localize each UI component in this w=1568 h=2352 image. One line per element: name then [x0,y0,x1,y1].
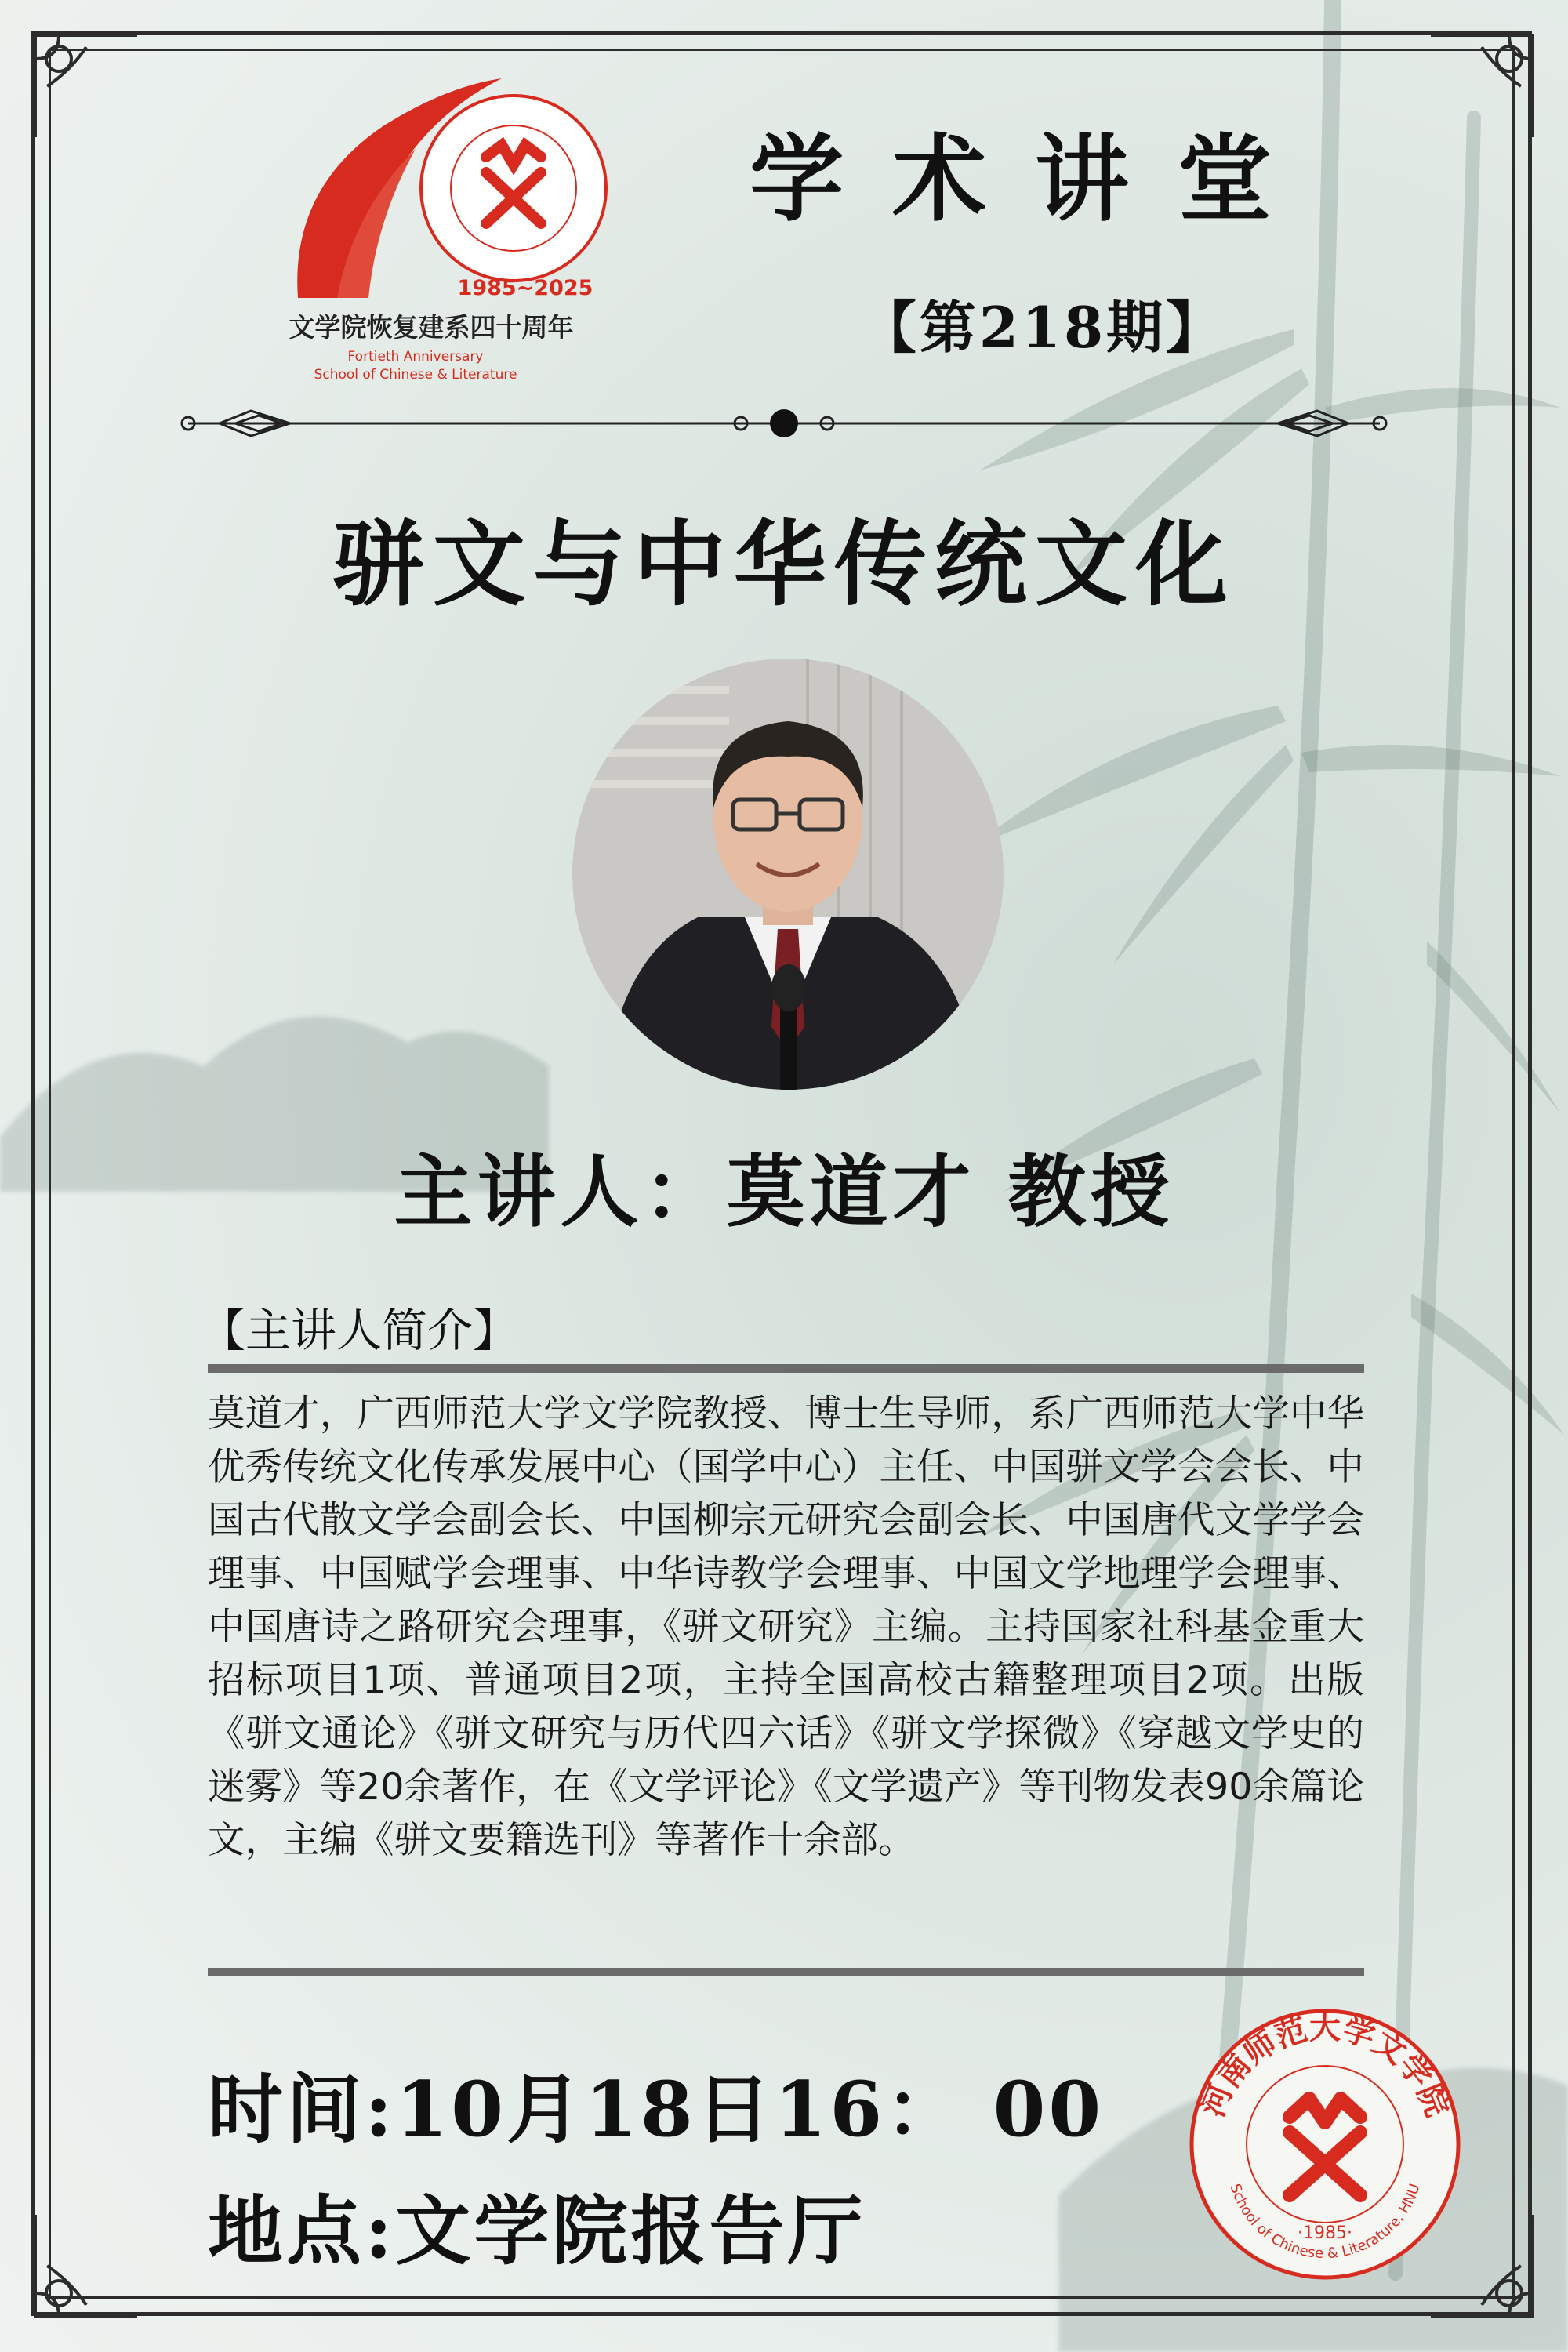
speaker-line: 主讲人：莫道才 教授 [394,1145,1174,1238]
logo-years: 1985~2025 [457,276,593,300]
corner-ornament-top-right [1423,27,1541,145]
bio-text: 莫道才，广西师范大学文学院教授、博士生导师，系广西师范大学中华优秀传统文化传承发展中心（国学中心）主任、中国骈文学会会长、中国古代散文学会副会长、中国柳宗元研究会副会长、中国唐代文学学会理事、中国赋学会理事、中华诗教学会理事、中国文学地理学会理事、中国唐诗之路研究会理事，《骈文研究》主编。主持国家社科基金重大招标项目1项、普通项目2项，主持全国高校古籍整理项目2项。出版《骈文通论》《骈文研究与历代四六话》《骈文学探微》《穿越文学史的迷雾》等20余著作，在《文学评论》《文学遗产》等刊物发表90余篇论文，主编《骈文要籍选刊》等著作十余部。 [208,1392,1364,1862]
talk-title: 骈文与中华传统文化 [332,510,1236,619]
bio-bottom-rule [208,1968,1364,1976]
ornamental-divider [157,400,1411,447]
issue-number: 【第218期】 [859,294,1226,361]
series-title-calligraphy [737,118,1333,243]
speaker-portrait [572,659,1004,1090]
bio-top-rule [208,1364,1364,1373]
college-seal [1184,2003,1466,2285]
event-place: 地点:文学院报告厅 [208,2187,866,2275]
event-time: 时间:10月18日16： 00 [208,2065,1105,2154]
logo-cn-caption: 文学院恢复建系四十周年 [289,312,574,343]
corner-ornament-bottom-left [27,2207,145,2325]
seal-ring-en: School of Chinese & Literature, HNU [1226,2181,1424,2263]
bio-heading: 【主讲人简介】 [200,1304,519,1357]
logo-en-caption-line1: Fortieth Anniversary [347,349,484,365]
corner-ornament-top-left [27,27,145,145]
series-title-text: 学术讲堂 [750,124,1320,234]
seal-year: ·1985· [1298,2223,1352,2243]
logo-en-caption-line2: School of Chinese & Literature [314,367,517,383]
seal-ring-cn: 河南师范大学文学院 [1194,2009,1456,2122]
